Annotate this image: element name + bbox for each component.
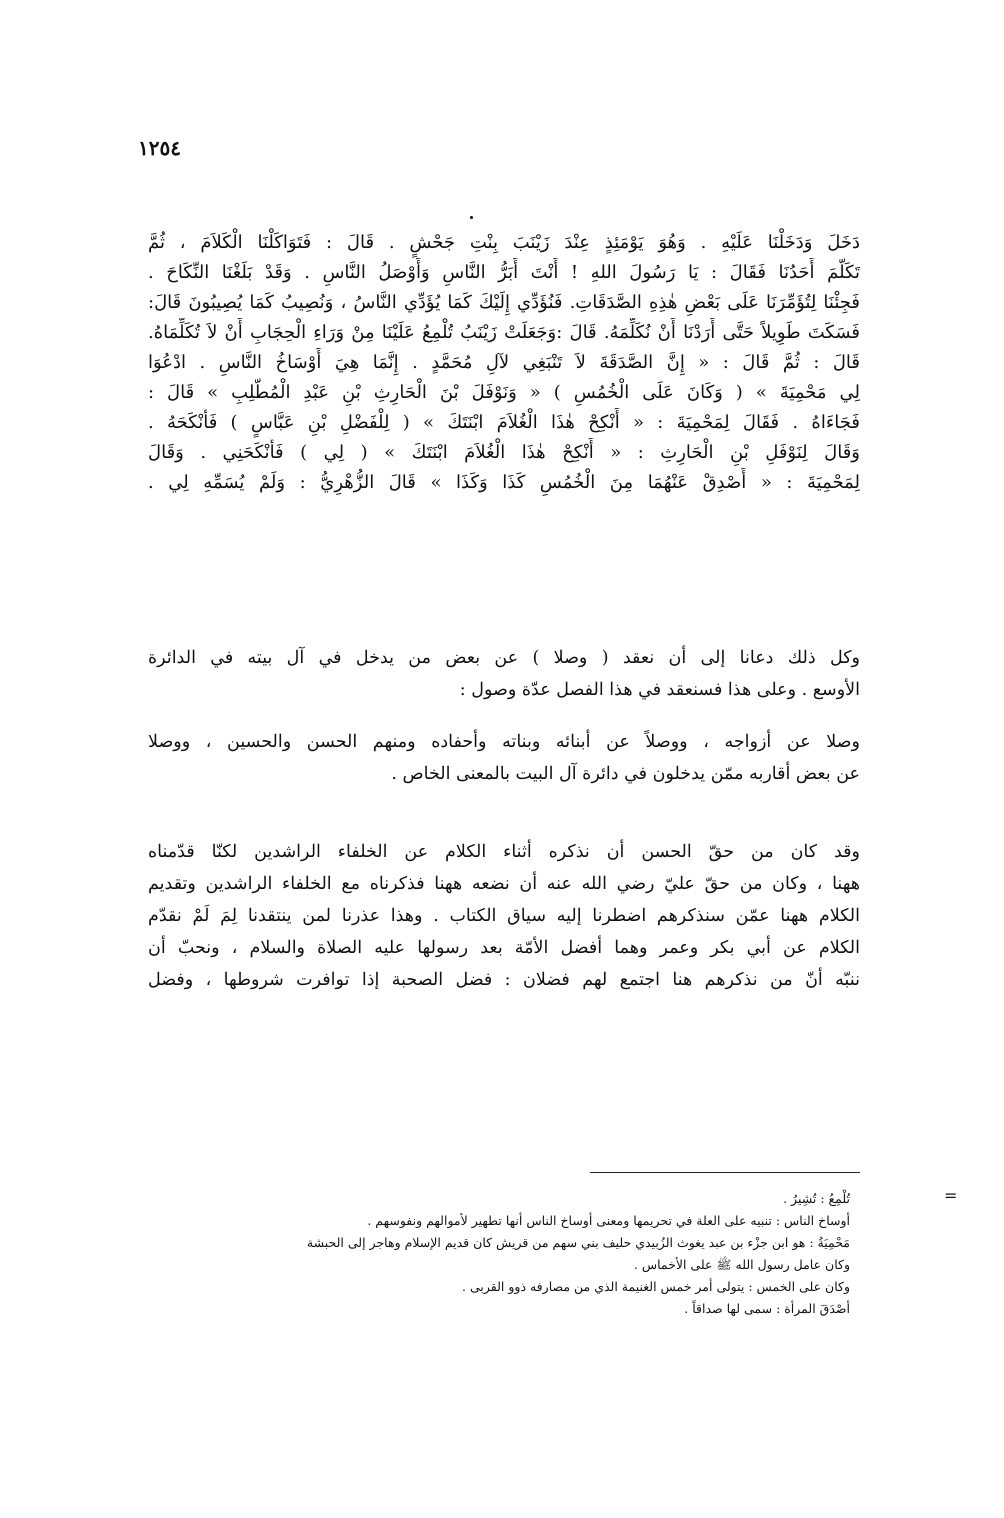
paragraph-line: عن بعض أقاربه ممّن يدخلون في دائرة آل البيت بالمعنى الخاص . bbox=[391, 764, 860, 784]
footnote-continuation-mark: = bbox=[944, 1186, 958, 1205]
paragraph-1 bbox=[148, 642, 860, 706]
paragraph-3 bbox=[148, 836, 860, 996]
hadith-line: فَسَكَتَ طَوِيلاً حَتَّى أَرَدْنَا أَنْ نُكَلِّمَهُ. قَالَ :وَجَعَلَتْ زَيْنَبُ تُلْمِعُ عَلَيْنَا مِنْ وَرَاءِ الْحِجَابِ أَنْ لاَ تُكَلِّمَاهُ. bbox=[148, 322, 860, 343]
footnote: تُلْمِعُ : تُشِيرُ . bbox=[783, 1191, 850, 1206]
hadith-line: فَجِئْنَا لِتُؤَمِّرَنَا عَلَى بَعْضِ هٰذِهِ الصَّدَقَاتِ. فَنُؤَدِّي إِلَيْكَ كَمَا يُؤَدِّي النَّاسُ ، وَنُصِيبُ كَمَا يُصِيبُونَ قَالَ: bbox=[148, 292, 860, 313]
footnotes bbox=[148, 1188, 850, 1320]
paragraph-line: الكلام عن أبي بكر وعمر وهما أفضل الأمّة بعد رسولها عليه الصلاة والسلام ، ونحبّ أن bbox=[148, 938, 860, 958]
paragraph-line: الأوسع . وعلى هذا فسنعقد في هذا الفصل عدّة وصول : bbox=[459, 680, 860, 700]
page-number: ١٢٥٤ bbox=[138, 136, 181, 160]
paragraph-line: وصلا عن أزواجه ، ووصلاً عن أبنائه وبناته وأحفاده ومنهم الحسن والحسين ، ووصلا bbox=[148, 732, 860, 752]
hadith-text bbox=[148, 228, 860, 498]
footnote: مَحْمِيَةُ : هو ابن جزْء بن عبد يغوث الزُبيدي حليف بني سهم من قريش كان قديم الإسلام وهاجر إلى الحبشة bbox=[306, 1235, 850, 1250]
hadith-line: تَكَلَّمَ أَحَدُنَا فَقَالَ : يَا رَسُولَ اللهِ ! أَنْتَ أَبَرُّ النَّاسِ وَأَوْصَلُ النَّاسِ . وَقَدْ بَلَغْنَا النِّكَاحَ . bbox=[148, 262, 860, 283]
paragraph-line: ههنا ، وكان من حقّ عليّ رضي الله عنه أن نضعه ههنا فذكرناه مع الخلفاء الراشدين وتقديم bbox=[148, 874, 860, 894]
footnote: وكان عامل رسول الله ﷺ على الأخماس . bbox=[633, 1257, 850, 1272]
paragraph-line: الكلام ههنا عمّن سنذكرهم اضطرنا إليه سياق الكتاب . وهذا عذرنا لمن ينتقدنا لِمَ لَمْ نقدّم bbox=[148, 906, 860, 926]
paragraph-line: وكل ذلك دعانا إلى أن نعقد ( وصلا ) عن بعض من يدخل في آل بيته في الدائرة bbox=[148, 648, 860, 668]
paragraph-2 bbox=[148, 726, 860, 790]
hadith-line: فَجَاءَاهُ . فَقَالَ لِمَحْمِيَةَ : « أَنْكِحْ هٰذَا الْغُلاَمَ ابْنَتَكَ » ( لِلْفَضْلِ بْنِ عَبَّاسٍ ) فَأَنْكَحَهُ . bbox=[148, 412, 860, 433]
footnote-separator bbox=[590, 1172, 860, 1173]
hadith-line: قَالَ : ثُمَّ قَالَ : « إِنَّ الصَّدَقَةَ لاَ تَنْبَغِي لآلِ مُحَمَّدٍ . إِنَّمَا هِيَ أَوْسَاخُ النَّاسِ . ادْعُوَا bbox=[148, 352, 860, 373]
decorative-dot bbox=[470, 216, 473, 219]
hadith-line: دَخَلَ وَدَخَلْنَا عَلَيْهِ . وَهُوَ يَوْمَئِذٍ عِنْدَ زَيْنَبَ بِنْتِ جَحْشٍ . قَالَ : فَتَوَاكَلْنَا الْكَلاَمَ ، ثُمَّ bbox=[148, 232, 860, 253]
hadith-line: لِمَحْمِيَةَ : « أَصْدِقْ عَنْهُمَا مِنَ الْخُمُسِ كَذَا وَكَذَا » قَالَ الزُّهْرِيُّ : وَلَمْ يُسَمِّهِ لِي . bbox=[148, 472, 860, 493]
hadith-line: لِي مَحْمِيَةَ » ( وَكَانَ عَلَى الْخُمُسِ ) « وَنَوْفَلَ بْنَ الْحَارِثِ بْنِ عَبْدِ الْمُطَّلِبِ » قَالَ : bbox=[148, 382, 860, 403]
footnote: أصْدَقَ المرأة : سمى لها صداقاً . bbox=[684, 1301, 850, 1316]
footnote: أوساخ الناس : تنبيه على العلة في تحريمها ومعنى أوساخ الناس أنها تطهير لأموالهم ونفوسهم . bbox=[367, 1213, 850, 1228]
hadith-line: وَقَالَ لِنَوْفَلِ بْنِ الْحَارِثِ : « أَنْكِحْ هٰذَا الْغُلاَمَ ابْنَتَكَ » ( لِي ) فَأَنْكَحَنِي . وَقَالَ bbox=[148, 442, 860, 463]
footnote: وكان على الخمس : يتولى أمر خمس الغنيمة الذي من مصارفه ذوو القربى . bbox=[462, 1279, 850, 1294]
paragraph-line: ننبّه أنّ من نذكرهم هنا اجتمع لهم فضلان : فضل الصحبة إذا توافرت شروطها ، وفضل bbox=[148, 970, 860, 990]
paragraph-line: وقد كان من حقّ الحسن أن نذكره أثناء الكلام عن الخلفاء الراشدين لكنّا قدّمناه bbox=[148, 842, 860, 862]
